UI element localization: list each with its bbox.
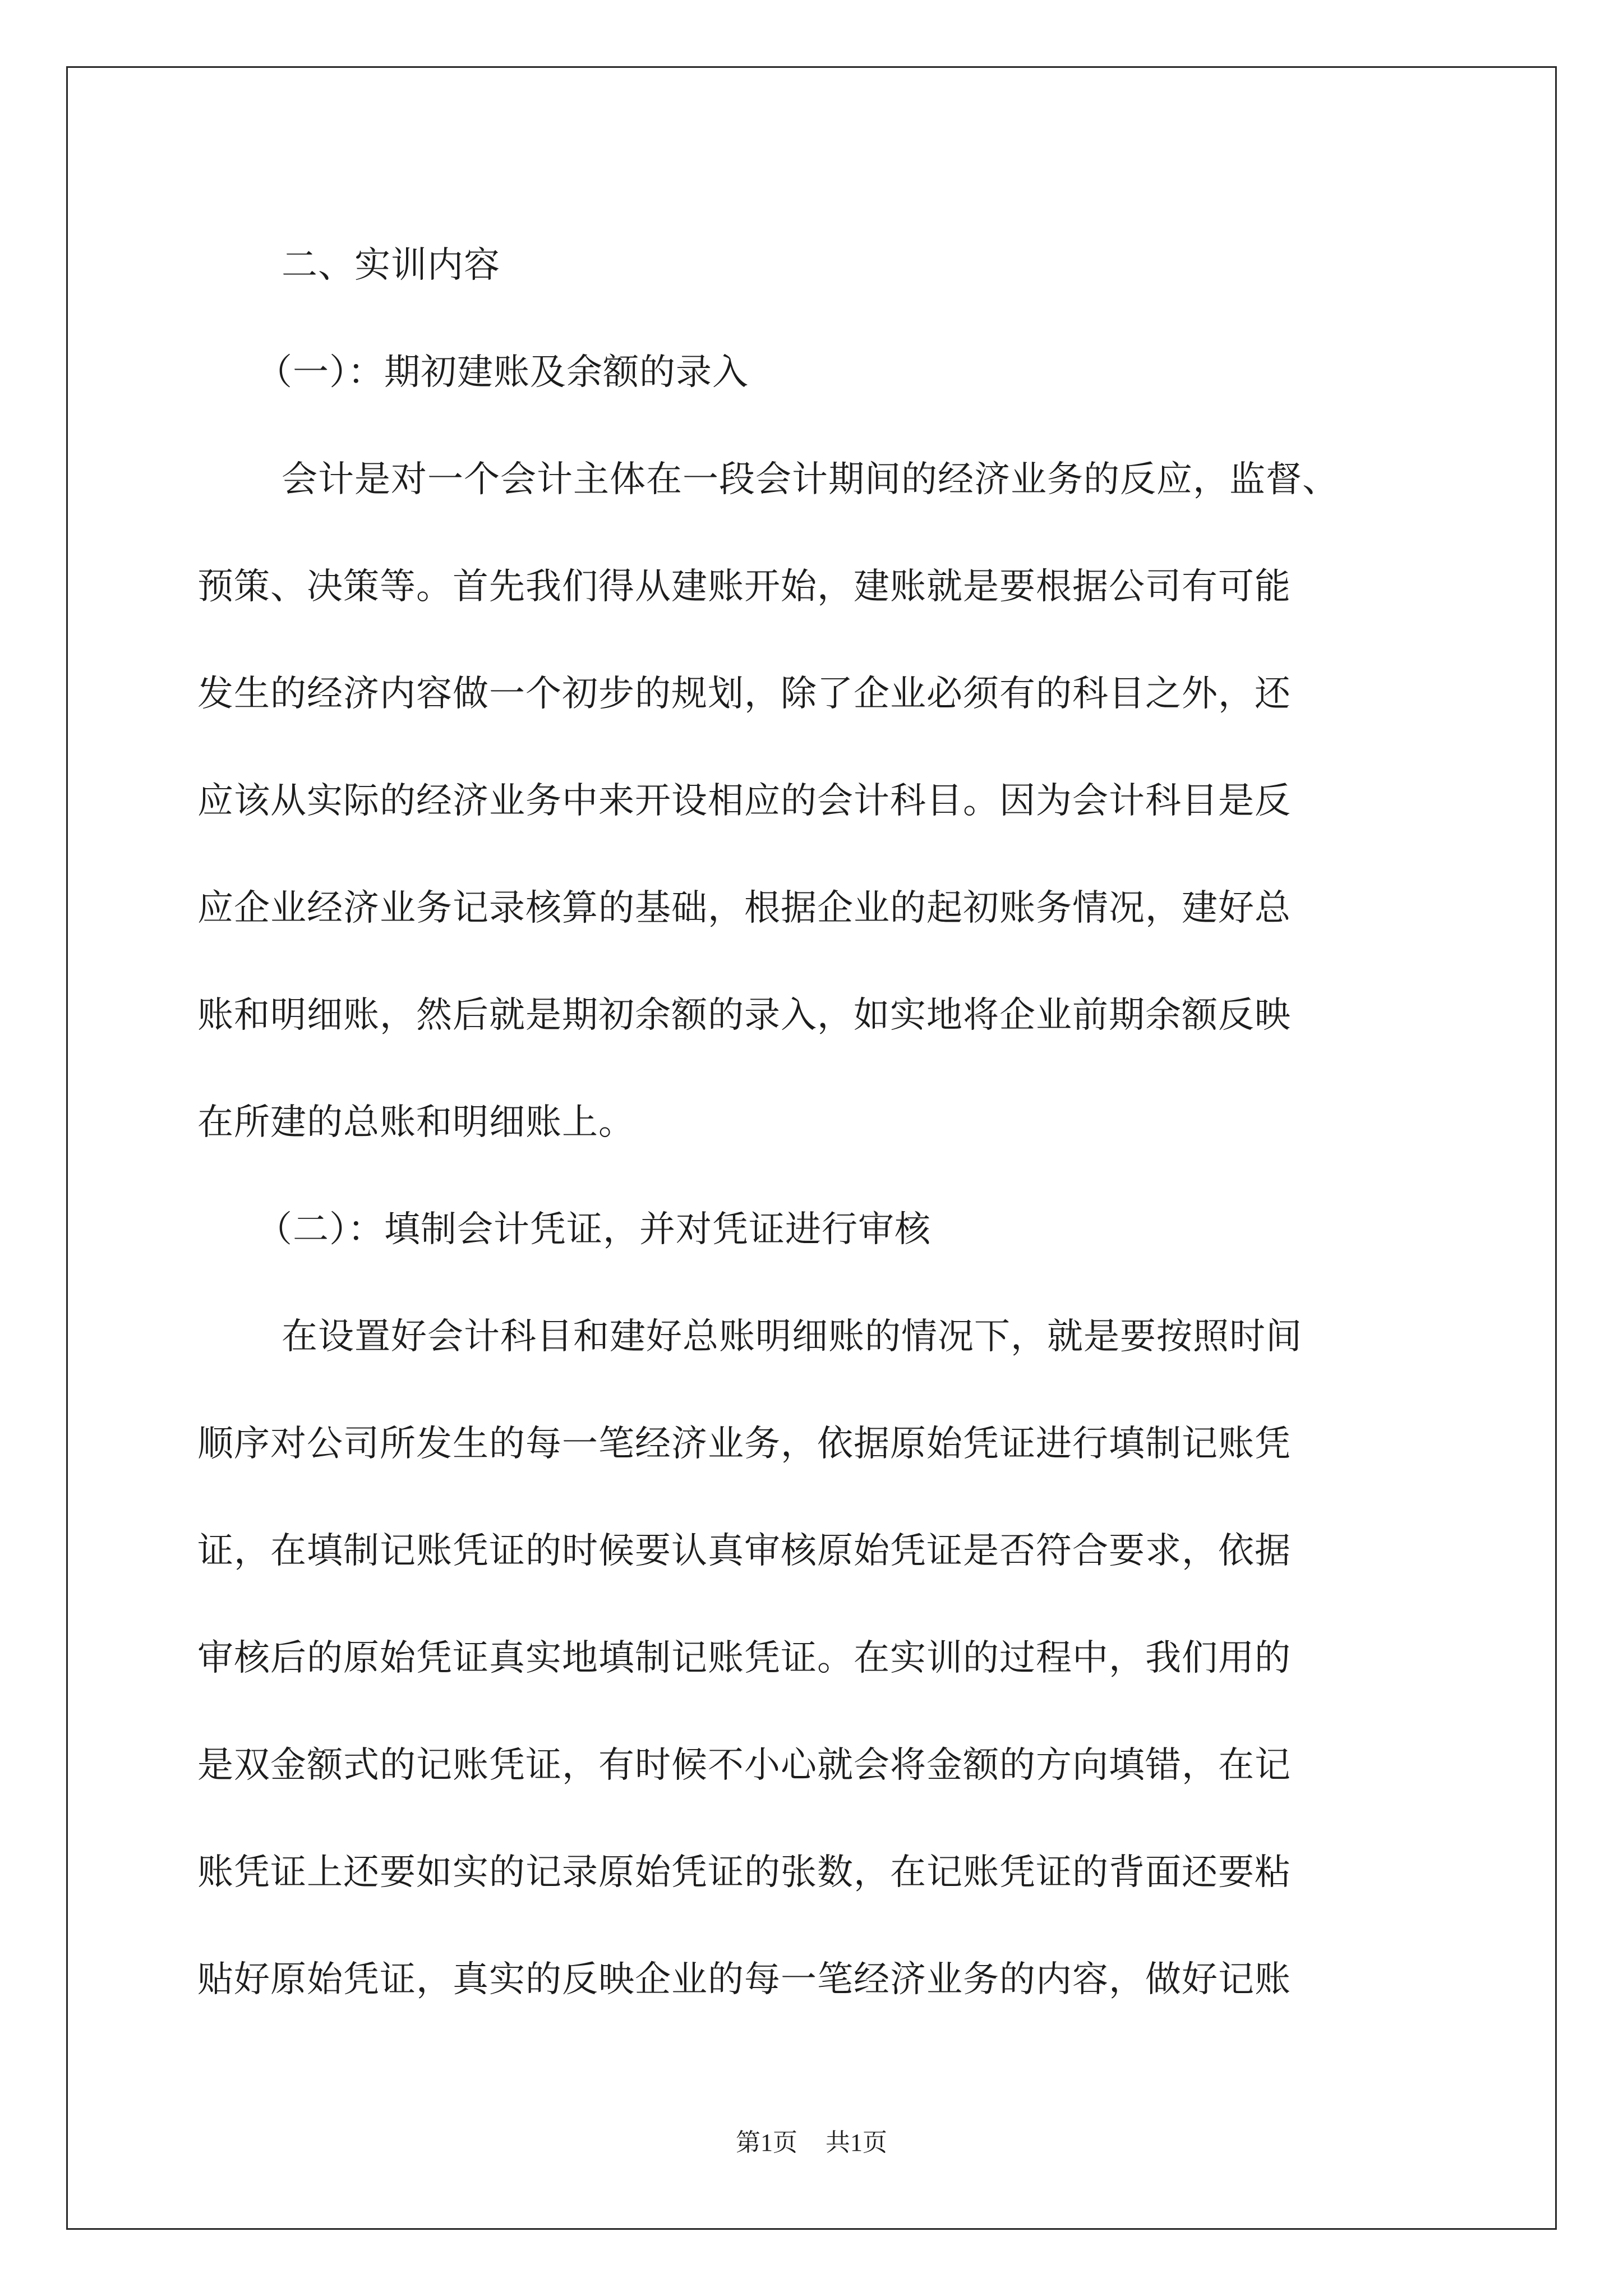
subsection-heading-2: （二）：填制会计凭证，并对凭证进行审核 [256,1209,931,1250]
paragraph-line: 是双金额式的记账凭证，有时候不小心就会将金额的方向填错，在记 [197,1745,1291,1786]
page-footer [0,2126,1623,2160]
document-body [197,212,1521,2033]
paragraph-line: 账和明细账，然后就是期初余额的录入，如实地将企业前期余额反映 [197,995,1291,1036]
paragraph-line: 应企业经济业务记录核算的基础，根据企业的起初账务情况，建好总 [197,887,1291,929]
paragraph-line: 顺序对公司所发生的每一笔经济业务，依据原始凭证进行填制记账凭 [197,1423,1291,1465]
section-heading: 二、实训内容 [282,245,500,286]
paragraph-line: 在所建的总账和明细账上。 [197,1102,635,1143]
paragraph-line: 发生的经济内容做一个初步的规划，除了企业必须有的科目之外，还 [197,673,1291,715]
paragraph-line: 贴好原始凭证，真实的反映企业的每一笔经济业务的内容，做好记账 [197,1959,1291,2000]
paragraph-2 [197,1283,1521,2033]
page-number: 第1页 [736,2129,797,2156]
paragraph-line: 账凭证上还要如实的记录原始凭证的张数，在记账凭证的背面还要粘 [197,1852,1291,1893]
paragraph-line: 预策、决策等。首先我们得从建账开始，建账就是要根据公司有可能 [197,566,1291,608]
paragraph-line: 应该从实际的经济业务中来开设相应的会计科目。因为会计科目是反 [197,780,1291,822]
paragraph-1 [197,426,1521,1176]
paragraph-line: 审核后的原始凭证真实地填制记账凭证。在实训的过程中，我们用的 [197,1637,1291,1679]
page-total: 共1页 [826,2129,887,2156]
paragraph-line: 证，在填制记账凭证的时候要认真审核原始凭证是否符合要求，依据 [197,1530,1291,1572]
paragraph-line: 会计是对一个会计主体在一段会计期间的经济业务的反应，监督、 [282,459,1339,500]
paragraph-line: 在设置好会计科目和建好总账明细账的情况下，就是要按照时间 [282,1316,1302,1358]
subsection-heading-1: （一）：期初建账及余额的录入 [256,352,749,393]
